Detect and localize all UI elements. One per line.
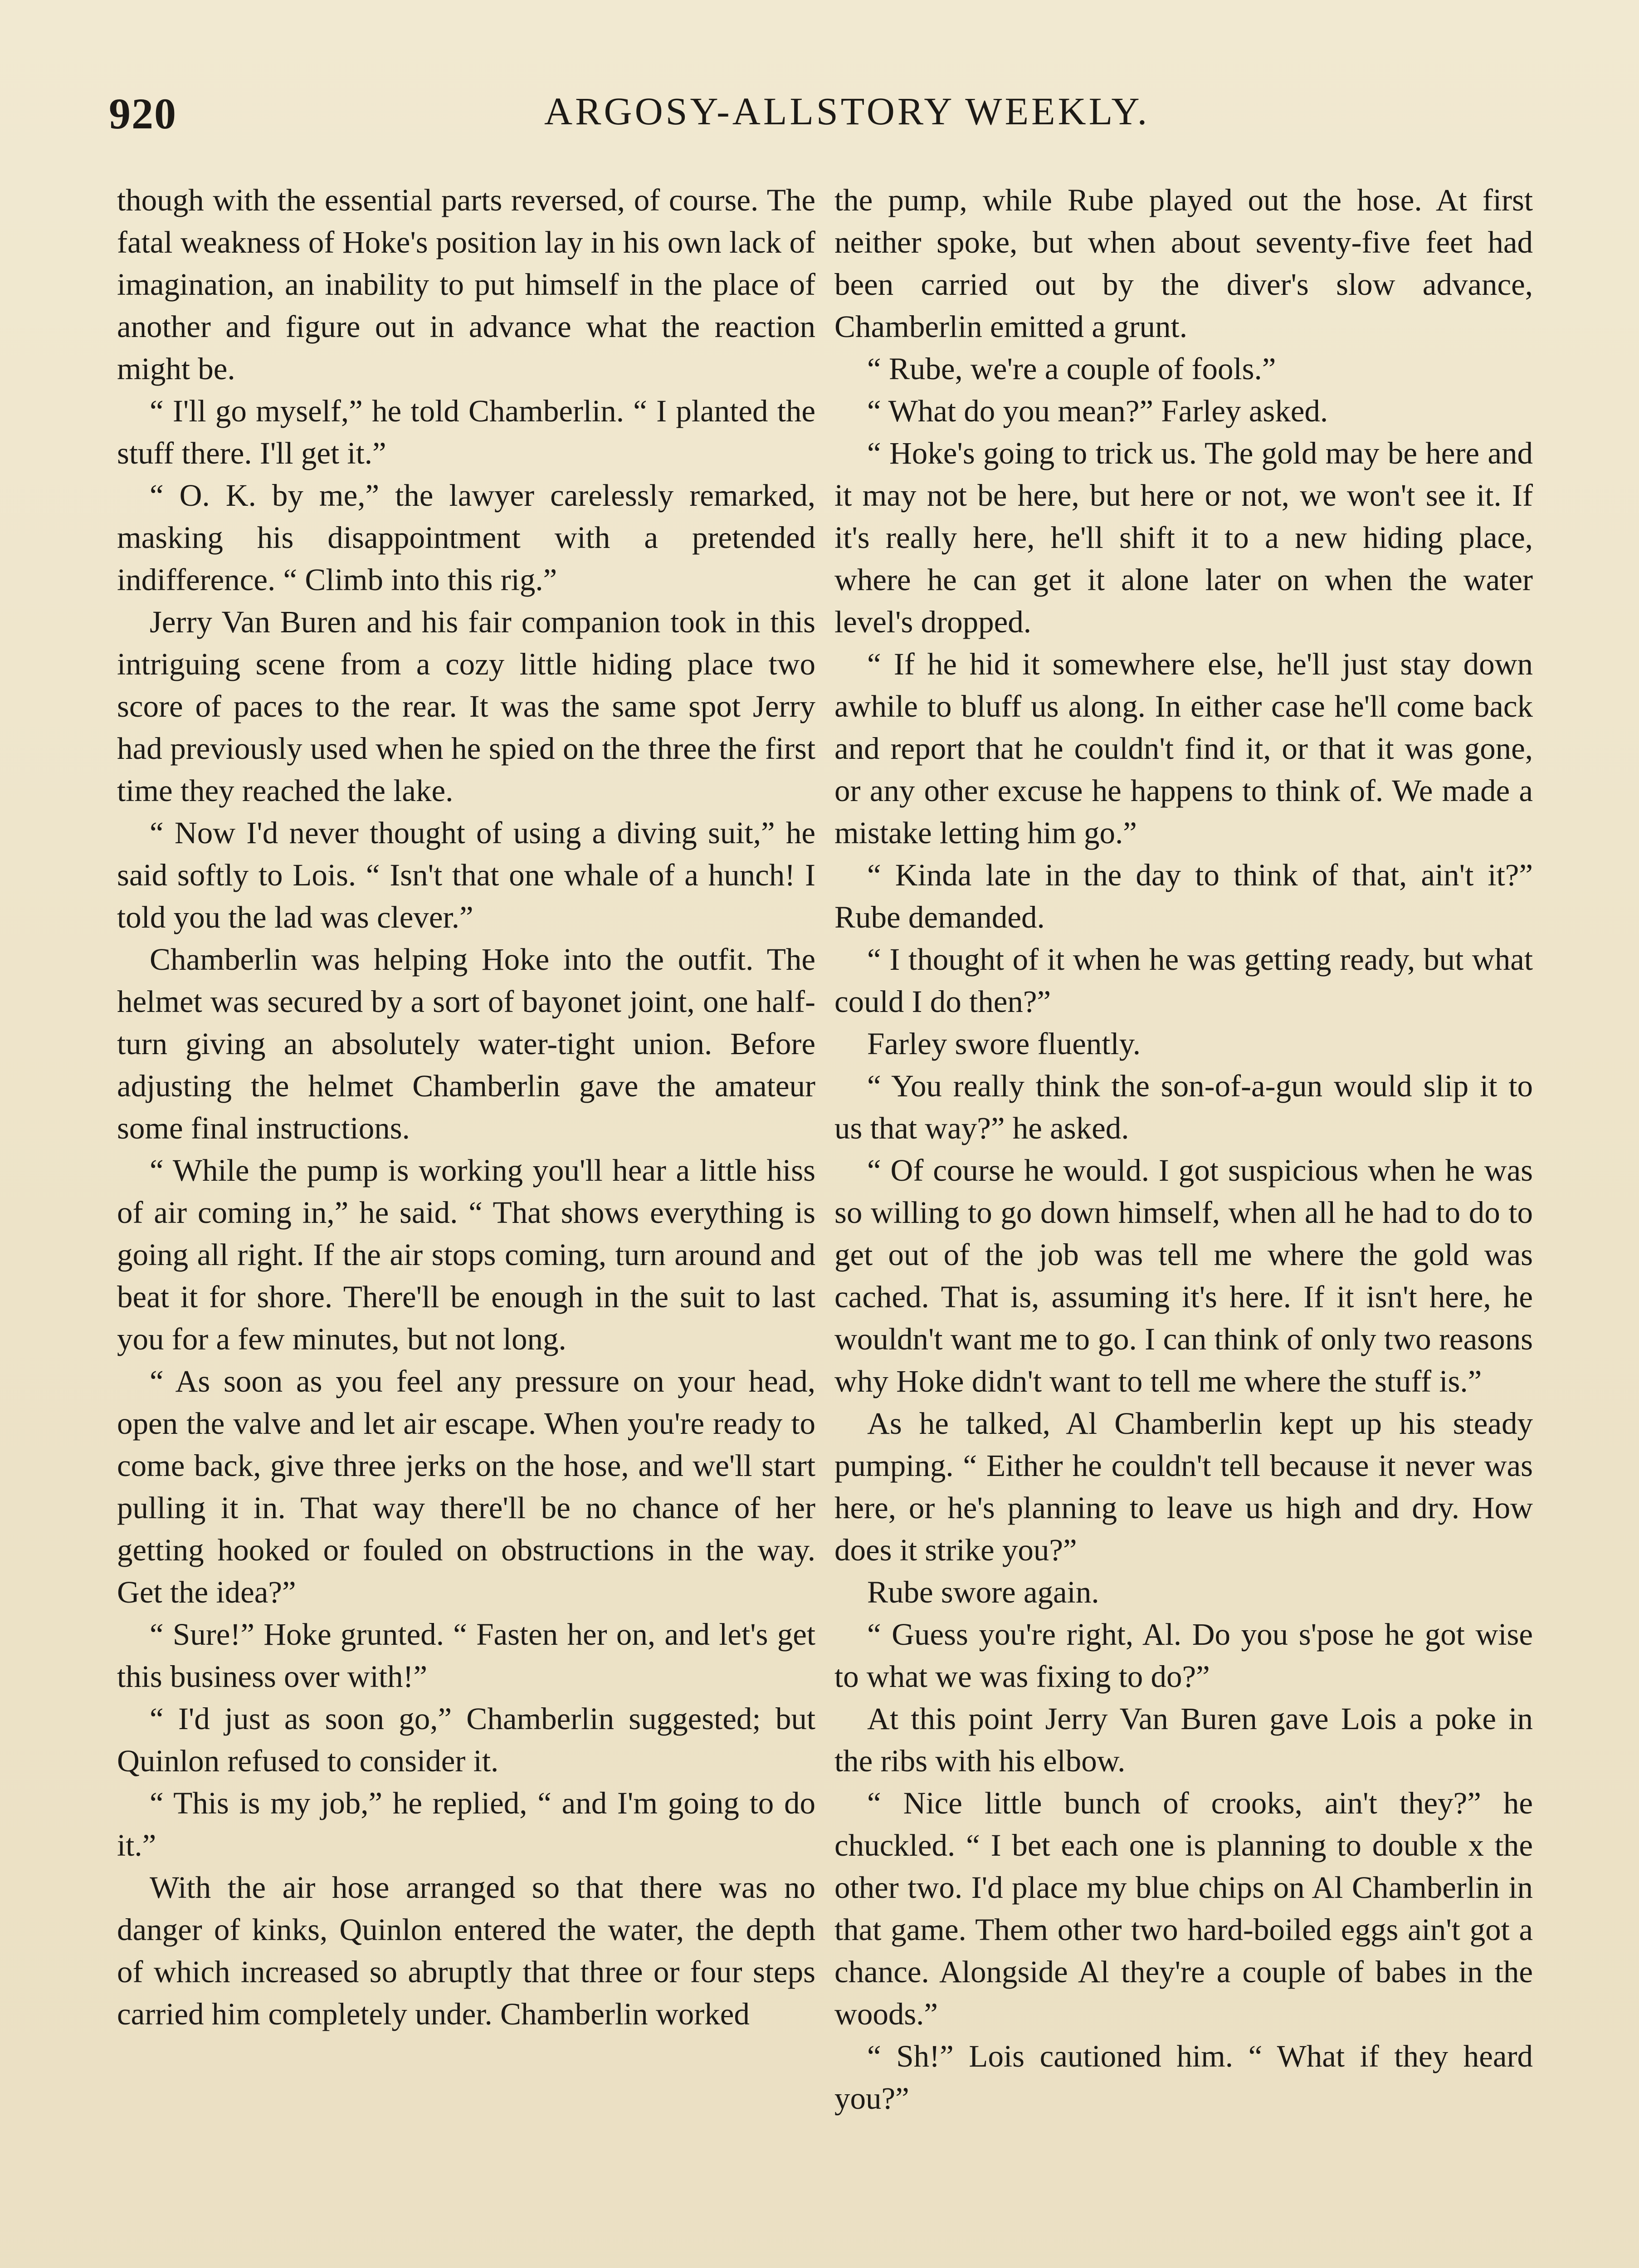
paragraph: “ What do you mean?” Farley asked. xyxy=(867,394,1328,428)
paragraph: Jerry Van Buren and his fair companion took in this intriguing scene from a cozy little hiding place two score of paces to the rear. It was the same spot Jerry had previously used when he spied on the three the first time they reached the lake. xyxy=(117,605,815,808)
page-header xyxy=(109,88,1560,152)
paragraph: “ Kinda late in the day to think of that, ain't it?” Rube demanded. xyxy=(834,858,1533,934)
paragraph: “ As soon as you feel any pressure on your head, open the valve and let air escape. When you're ready to come back, give three jerks on the hose, and we'll start pulling it in. That way there'll be no chance of her getting hooked or fouled on obstructions in the way. Get the idea?” xyxy=(117,1364,815,1609)
paragraph: “ Hoke's going to trick us. The gold may be here and it may not be here, but here or not, we won't see it. If it's really here, he'll shift it to a new hiding place, where he can get it alone later on when the water level's dropped. xyxy=(834,436,1533,639)
paragraph: “ I thought of it when he was getting ready, but what could I do then?” xyxy=(834,942,1533,1019)
paragraph: the pump, while Rube played out the hose. At first neither spoke, but when about seventy-five feet had been carried out by the diver's slow advance, Chamberlin emitted a grunt. xyxy=(834,183,1533,344)
paragraph: At this point Jerry Van Buren gave Lois a poke in the ribs with his elbow. xyxy=(834,1701,1533,1778)
paragraph: “ While the pump is working you'll hear a little hiss of air coming in,” he said. “ That shows everything is going all right. If the air stops coming, turn around and beat it for shore. There'll be enough in the suit to last you for a few minutes, but not long. xyxy=(117,1153,815,1356)
paragraph: “ Guess you're right, Al. Do you s'pose he got wise to what we was fixing to do?” xyxy=(834,1617,1533,1694)
page-number: 920 xyxy=(109,89,177,138)
paragraph: “ I'll go myself,” he told Chamberlin. “ I planted the stuff there. I'll get it.” xyxy=(117,394,815,470)
paragraph: “ You really think the son-of-a-gun would slip it to us that way?” he asked. xyxy=(834,1069,1533,1145)
right-column xyxy=(834,179,1533,2120)
paragraph: though with the essential parts reversed, of course. The fatal weakness of Hoke's position lay in his own lack of imagination, an inability to put himself in the place of another and figure out in advance what the reaction might be. xyxy=(117,183,815,386)
paragraph: “ Of course he would. I got suspicious when he was so willing to go down himself, when all he had to do to get out of the job was tell me where the gold was cached. That is, assuming it's here. If it isn't here, he wouldn't want me to go. I can think of only two reasons why Hoke didn't want to tell me where the stuff is.” xyxy=(834,1153,1533,1398)
left-column xyxy=(117,179,815,2035)
paragraph: As he talked, Al Chamberlin kept up his steady pumping. “ Either he couldn't tell because it never was here, or he's planning to leave us high and dry. How does it strike you?” xyxy=(834,1406,1533,1567)
paragraph: “ This is my job,” he replied, “ and I'm going to do it.” xyxy=(117,1786,815,1862)
paragraph: “ Rube, we're a couple of fools.” xyxy=(867,352,1276,386)
paragraph: “ Nice little bunch of crooks, ain't they?” he chuckled. “ I bet each one is planning to double x the other two. I'd place my blue chips on Al Chamberlin in that game. Them other two hard-boiled eggs ain't got a chance. Alongside Al they're a couple of babes in the woods.” xyxy=(834,1786,1533,2031)
paragraph: “ Now I'd never thought of using a diving suit,” he said softly to Lois. “ Isn't that one whale of a hunch! I told you the lad was clever.” xyxy=(117,816,815,934)
paragraph: Chamberlin was helping Hoke into the outfit. The helmet was secured by a sort of bayonet joint, one half-turn giving an absolutely water-tight union. Before adjusting the helmet Chamberlin gave the amateur some final instructions. xyxy=(117,942,815,1145)
paragraph: “ O. K. by me,” the lawyer carelessly remarked, masking his disappointment with a pretended indifference. “ Climb into this rig.” xyxy=(117,478,815,597)
paragraph: Farley swore fluently. xyxy=(867,1026,1141,1061)
paragraph: Rube swore again. xyxy=(867,1575,1099,1609)
paragraph: “ I'd just as soon go,” Chamberlin suggested; but Quinlon refused to consider it. xyxy=(117,1701,815,1778)
paragraph: “ Sh!” Lois cautioned him. “ What if they heard you?” xyxy=(834,2039,1533,2116)
paragraph: “ If he hid it somewhere else, he'll just stay down awhile to bluff us along. In either case he'll come back and report that he couldn't find it, or that it was gone, or any other excuse he happens to think of. We made a mistake letting him go.” xyxy=(834,647,1533,850)
paragraph: “ Sure!” Hoke grunted. “ Fasten her on, and let's get this business over with!” xyxy=(117,1617,815,1694)
paragraph: With the air hose arranged so that there was no danger of kinks, Quinlon entered the water, the depth of which increased so abruptly that three or four steps carried him completely under. Chamberlin worked xyxy=(117,1870,815,2031)
running-head: ARGOSY-ALLSTORY WEEKLY. xyxy=(544,89,1150,133)
